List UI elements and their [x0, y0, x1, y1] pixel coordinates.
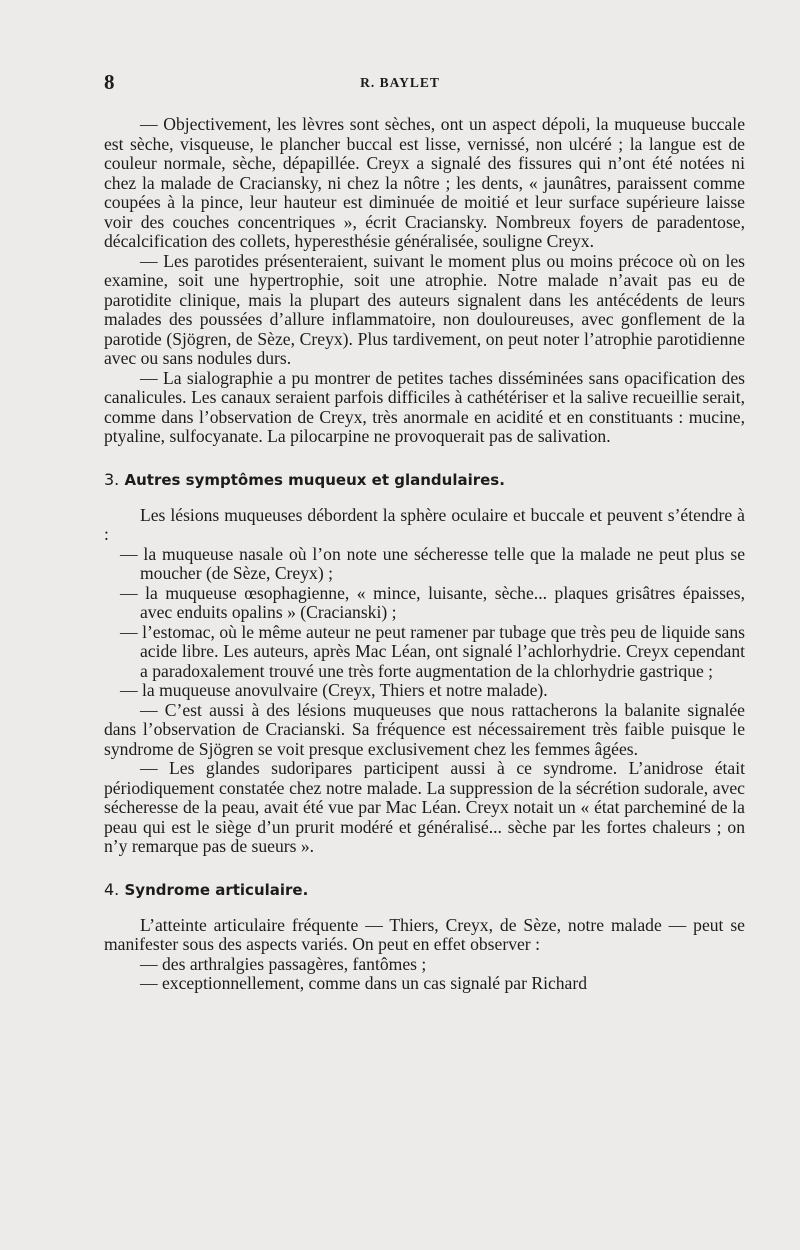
section-heading [104, 880, 745, 900]
page-header [104, 70, 696, 96]
paragraph: — La sialographie a pu montrer de petites taches disséminées sans opacification des canalicules. Les canaux seraient parfois difficiles à cathétériser et la salive recueillie serait, comme dans l’observation de Creyx, très anormale en acidité et en constituants : mucine, ptyaline, sulfocyanate. La pilocarpine ne provoquerait pas de salivation. [104, 367, 745, 446]
paragraph: — C’est aussi à des lésions muqueuses que nous rattacherons la balanite signalée dans l’observation de Cracianski. Sa fréquence est nécessairement très faible puisque le syndrome de Sjögren se voit presque exclusivement chez les femmes âgées. [104, 699, 745, 759]
page-number: 8 [104, 70, 115, 94]
list-item: — exceptionnellement, comme dans un cas signalé par Richard [140, 973, 588, 993]
paragraph: L’atteinte articulaire fréquente — Thiers, Creyx, de Sèze, notre malade — peut se manifester sous des aspects variés. On peut en effet observer : [104, 914, 745, 954]
section-title: Syndrome articulaire. [124, 880, 309, 899]
document-body [104, 115, 745, 994]
section-title: Autres symptômes muqueux et glandulaires. [124, 470, 505, 489]
list-item: — la muqueuse œsophagienne, « mince, luisante, sèche... plaques grisâtres épaisses, avec enduits opalins » (Cracianski) ; [120, 582, 745, 622]
paragraph: Les lésions muqueuses débordent la sphère oculaire et buccale et peuvent s’étendre à : [104, 504, 745, 544]
paragraph: — Objectivement, les lèvres sont sèches, ont un aspect dépoli, la muqueuse buccale est sèche, visqueuse, le plancher buccal est lisse, vernissé, non ulcéré ; la langue est de couleur normale, sèche, dépapillée. Creyx a signalé des fissures qui n’ont été notées ni chez la malade de Craciansky, ni chez la nôtre ; les dents, « jaunâtres, paraissent comme coupées à la pince, leur hauteur est diminuée de moitié et leur surface supérieure laisse voir des couches concentriques », écrit Craciansky. Nombreux foyers de paradentose, décalcification des collets, hyperesthésie généralisée, souligne Creyx. [104, 114, 745, 251]
list-item: — la muqueuse anovulvaire (Creyx, Thiers et notre malade). [120, 680, 548, 700]
section-heading [104, 470, 745, 490]
section-number: 3. [104, 469, 120, 489]
section-number: 4. [104, 879, 120, 899]
list-item: — des arthralgies passagères, fantômes ; [140, 953, 427, 974]
paragraph: — Les parotides présenteraient, suivant le moment plus ou moins précoce où on les examine, soit une hypertrophie, soit une atrophie. Notre malade n’avait pas eu de parotidite clinique, mais la plupart des auteurs signalent dans les antécédents de leurs malades des poussées d’allure inflammatoire, non douloureuses, avec gonflement de la parotide (Sjögren, de Sèze, Creyx). Plus tardivement, on peut noter l’atrophie parotidienne avec ou sans nodules durs. [104, 250, 745, 368]
list-item: — l’estomac, où le même auteur ne peut ramener par tubage que très peu de liquide sans acide libre. Les auteurs, après Mac Léan, ont signalé l’achlorhydrie. Creyx cependant a paradoxalement trouvé une très forte augmentation de la chlorhydrie gastrique ; [120, 621, 745, 681]
list-item: — la muqueuse nasale où l’on note une sécheresse telle que la malade ne peut plus se moucher (de Sèze, Creyx) ; [120, 543, 745, 583]
running-head: R. BAYLET [360, 75, 440, 90]
paragraph: — Les glandes sudoripares participent aussi à ce syndrome. L’anidrose était périodiquement constatée chez notre malade. La suppression de la sécrétion sudorale, avec sécheresse de la peau, avait été vue par Mac Léan. Creyx notait un « état parcheminé de la peau qui est le siège d’un prurit modéré et généralisé... sèche par les fortes chaleurs ; on n’y remarque pas de sueurs ». [104, 758, 745, 856]
